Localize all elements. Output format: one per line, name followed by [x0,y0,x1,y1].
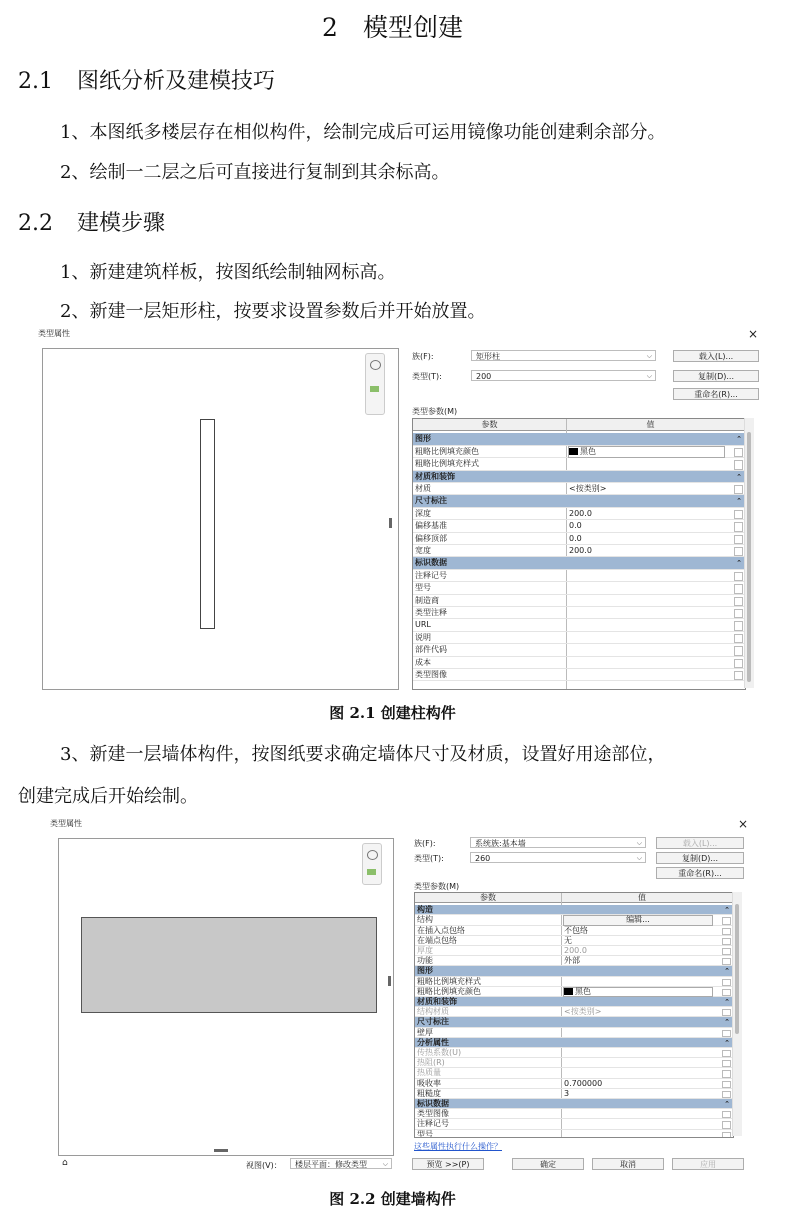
row-checkbox[interactable] [722,979,731,986]
param-name: 在端点包络 [417,935,457,945]
scrollbar-thumb[interactable] [735,904,739,1034]
param-name: 尺寸标注 [415,496,447,506]
type-parameters-table[interactable] [414,892,734,1138]
load-button[interactable]: 载入(L)... [656,837,744,849]
collapse-icon[interactable]: ⌃ [724,1100,730,1108]
param-group-header[interactable] [415,966,733,976]
param-name: 功能 [417,956,433,966]
param-name: 热阻(R) [417,1058,445,1068]
param-group-header[interactable] [415,1038,733,1048]
column-header-param: 参数 [481,420,498,429]
row-checkbox[interactable] [722,1091,731,1098]
type-params-label: 类型参数(M) [414,882,460,891]
type-select[interactable] [471,370,656,381]
row-checkbox[interactable] [722,1060,731,1067]
param-row[interactable] [413,582,745,594]
close-icon[interactable]: × [747,327,758,341]
param-row[interactable] [413,669,745,681]
param-row[interactable] [415,915,733,925]
param-value[interactable]: 200.0 [564,946,587,955]
row-checkbox[interactable] [734,535,743,544]
paragraph-5-line-1: 3、新建一层墙体构件，按图纸要求确定墙体尺寸及材质，设置好用途部位， [60,744,666,765]
collapse-icon[interactable]: ⌃ [724,967,730,976]
param-value[interactable]: <按类别> [569,484,607,493]
collapse-icon[interactable]: ⌃ [724,998,730,1006]
param-row[interactable] [415,1007,733,1017]
paragraph-5-line-2: 创建完成后开始绘制。 [18,786,198,807]
row-checkbox[interactable] [722,1030,731,1037]
type-label: 类型(T): [412,372,442,381]
param-name: 材质和装饰 [415,471,455,481]
param-value[interactable]: 3 [564,1088,570,1098]
param-row[interactable] [415,987,733,997]
param-name: 部件代码 [415,645,447,655]
close-icon[interactable]: × [737,817,748,831]
param-name: 粗略比例填充颜色 [417,986,481,996]
chevron-down-icon: ⌵ [382,1160,388,1168]
scrollbar[interactable] [732,892,742,1136]
row-checkbox[interactable] [722,1121,731,1128]
param-name: 材质和装饰 [417,997,457,1006]
param-group-header[interactable] [415,997,733,1007]
chevron-down-icon: ⌵ [636,839,642,847]
type-value: 200 [476,372,492,381]
collapse-icon[interactable]: ⌃ [736,435,742,444]
param-row[interactable] [415,1068,733,1078]
param-row[interactable] [413,508,745,520]
param-name: 尺寸标注 [417,1017,449,1027]
param-name: 标识数据 [415,558,447,568]
column-preview-shape [200,419,215,629]
preview-panel [58,838,394,1156]
param-name: 注释记号 [417,1119,449,1129]
param-row[interactable] [413,632,745,644]
param-name: URL [415,620,431,630]
row-checkbox[interactable] [722,1081,731,1088]
row-checkbox[interactable] [734,547,743,556]
param-group-header[interactable] [413,557,745,569]
param-name: 制造商 [415,595,439,605]
row-checkbox[interactable] [734,646,743,655]
param-name: 壁厚 [417,1027,433,1037]
collapse-icon[interactable]: ⌃ [736,497,742,506]
family-label: 族(F): [412,352,434,361]
param-row[interactable] [413,533,745,545]
row-checkbox[interactable] [734,584,743,593]
family-select[interactable] [471,350,656,361]
param-value[interactable] [563,987,713,997]
apply-button[interactable]: 应用 [672,1158,744,1170]
collapse-icon[interactable]: ⌃ [724,1038,730,1047]
color-swatch [569,448,578,455]
family-select[interactable] [470,837,646,848]
param-group-header[interactable] [415,1099,733,1109]
param-value[interactable]: 0.700000 [564,1078,603,1088]
param-value[interactable] [568,446,725,458]
param-value[interactable]: <按类别> [564,1007,602,1017]
row-checkbox[interactable] [734,448,743,457]
family-label: 族(F): [414,839,436,848]
param-row[interactable] [415,926,733,936]
param-row[interactable] [413,545,745,557]
row-checkbox[interactable] [722,1111,731,1118]
param-name: 分析属性 [417,1037,449,1047]
section-2-2-heading [18,206,165,237]
param-value[interactable]: 无 [564,935,572,945]
row-checkbox[interactable] [722,917,731,924]
column-header-value: 值 [638,893,646,902]
row-checkbox[interactable] [734,572,743,581]
row-checkbox[interactable] [722,1070,731,1077]
dialog-title: 类型属性 [50,819,82,828]
section-number: 2.2 [18,211,53,236]
param-name: 类型图像 [417,1109,449,1119]
scrollbar-thumb[interactable] [747,432,751,682]
chevron-down-icon: ⌵ [636,854,642,862]
row-checkbox[interactable] [722,928,731,935]
param-row[interactable] [413,483,745,495]
param-name: 构造 [417,905,433,915]
type-select[interactable] [470,852,646,863]
row-checkbox[interactable] [734,609,743,618]
param-row[interactable] [415,1079,733,1089]
table-header [413,419,745,431]
param-row[interactable] [413,520,745,532]
color-swatch [564,988,573,995]
param-name: 粗略比例填充颜色 [415,446,479,456]
param-row[interactable] [415,1089,733,1099]
param-row[interactable] [415,946,733,956]
family-value: 矩形柱 [476,352,500,361]
type-parameters-table[interactable] [412,418,746,690]
param-row[interactable] [413,657,745,669]
param-name: 类型注释 [415,608,447,617]
color-name: 黑色 [580,446,596,456]
section-number: 2.1 [18,69,53,94]
param-name: 偏移顶部 [415,533,447,543]
param-name: 结构 [417,915,433,925]
section-title: 图纸分析及建模技巧 [77,69,276,94]
duplicate-button[interactable]: 复制(D)... [656,852,744,864]
scroll-handle[interactable] [214,1149,228,1152]
param-group-header[interactable] [415,905,733,915]
param-name: 标识数据 [417,1099,449,1108]
row-checkbox[interactable] [734,522,743,531]
param-name: 热质量 [417,1068,441,1078]
chevron-down-icon: ⌵ [646,352,652,360]
param-row[interactable] [415,1048,733,1058]
param-row[interactable] [415,936,733,946]
edit-button[interactable]: 编辑... [563,915,713,925]
param-name: 图形 [417,966,433,976]
row-checkbox[interactable] [722,989,731,996]
load-button[interactable]: 载入(L)... [673,350,759,362]
param-row[interactable] [413,607,745,619]
row-checkbox[interactable] [734,460,743,469]
row-checkbox[interactable] [734,634,743,643]
dialog-title: 类型属性 [38,329,70,338]
type-label: 类型(T): [414,854,444,863]
param-name: 偏移基准 [415,521,447,531]
row-checkbox[interactable] [734,485,743,494]
collapse-icon[interactable]: ⌃ [736,559,742,568]
preview-panel [42,348,399,690]
param-row[interactable] [413,595,745,607]
view-value: 楼层平面：修改类型 [295,1160,367,1169]
view-control-icon[interactable] [365,353,385,415]
param-value[interactable]: 200.0 [569,546,592,555]
row-checkbox[interactable] [722,1132,731,1138]
param-value[interactable]: 外部 [564,956,580,966]
collapse-icon[interactable]: ⌃ [724,1018,730,1027]
row-checkbox[interactable] [734,671,743,680]
row-checkbox[interactable] [722,948,731,955]
param-group-header[interactable] [413,495,745,507]
type-params-label: 类型参数(M) [412,407,458,416]
collapse-icon[interactable]: ⌃ [724,906,730,915]
table-header [415,893,733,903]
splitter-handle[interactable] [388,976,391,986]
param-row[interactable] [415,956,733,966]
param-name: 吸收率 [417,1078,441,1088]
row-checkbox[interactable] [734,597,743,606]
param-name: 深度 [415,508,431,518]
help-link[interactable]: 这些属性执行什么操作？ [414,1142,502,1151]
view-control-icon[interactable] [362,843,382,885]
type-properties-dialog-wall [50,818,752,1174]
row-checkbox[interactable] [722,958,731,965]
paragraph-2: 2、绘制一二层之后可直接进行复制到其余标高。 [60,162,450,183]
column-header-value: 值 [646,420,655,429]
color-name: 黑色 [575,986,591,996]
param-row[interactable] [413,458,745,470]
param-name: 粗略比例填充样式 [415,459,479,469]
param-row[interactable] [415,977,733,987]
rename-button[interactable]: 重命名(R)... [673,388,759,400]
param-name: 图形 [415,434,431,444]
family-value: 系统族:基本墙 [475,839,526,848]
wall-preview-shape [81,917,377,1013]
scrollbar[interactable] [744,418,754,688]
param-group-header[interactable] [413,433,745,445]
figure-caption-2: 图 2.2 创建墙构件 [329,1190,456,1208]
view-label: 视图(V)： [246,1161,282,1170]
param-group-header[interactable] [415,1017,733,1027]
section-title: 建模步骤 [77,211,166,236]
collapse-icon[interactable]: ⌃ [736,472,742,481]
cancel-button[interactable]: 取消 [592,1158,664,1170]
preview-button[interactable]: 预览 >>(P) [412,1158,484,1170]
param-row[interactable] [413,446,745,458]
camera-icon[interactable]: ⌂ [62,1158,68,1168]
param-value[interactable]: 不包络 [564,925,588,935]
param-name: 在插入点包络 [417,925,465,935]
param-name: 材质 [415,484,431,493]
view-select[interactable] [290,1158,392,1169]
row-checkbox[interactable] [722,938,731,945]
param-name: 结构材质 [417,1007,449,1017]
row-checkbox[interactable] [734,659,743,668]
row-checkbox[interactable] [734,510,743,519]
type-properties-dialog-column [38,328,762,690]
ok-button[interactable]: 确定 [512,1158,584,1170]
param-row[interactable] [415,1109,733,1119]
param-row[interactable] [415,1058,733,1068]
param-row[interactable] [413,644,745,656]
type-value: 260 [475,854,491,863]
figure-caption-1: 图 2.1 创建柱构件 [329,704,456,722]
param-row[interactable] [415,1028,733,1038]
param-value[interactable]: 0.0 [569,533,582,543]
param-name: 类型图像 [415,670,447,679]
param-name: 粗糙度 [417,1088,441,1098]
param-value[interactable]: 0.0 [569,521,582,531]
param-name: 注释记号 [415,570,447,580]
param-name: 厚度 [417,946,433,955]
row-checkbox[interactable] [722,1009,731,1016]
param-name: 粗略比例填充样式 [417,976,481,986]
param-row[interactable] [415,1119,733,1129]
section-2-1-heading [18,64,275,95]
rename-button[interactable]: 重命名(R)... [656,867,744,879]
chevron-down-icon: ⌵ [646,372,652,380]
row-checkbox[interactable] [734,621,743,630]
row-checkbox[interactable] [722,1050,731,1057]
param-row[interactable] [413,570,745,582]
param-row[interactable] [413,619,745,631]
paragraph-4: 2、新建一层矩形柱，按要求设置参数后并开始放置。 [60,301,486,322]
param-name: 型号 [417,1129,433,1138]
param-name: 型号 [415,583,431,593]
paragraph-3: 1、新建建筑样板，按图纸绘制轴网标高。 [60,262,396,283]
column-header-param: 参数 [480,893,496,902]
param-name: 说明 [415,632,431,642]
paragraph-1: 1、本图纸多楼层存在相似构件，绘制完成后可运用镜像功能创建剩余部分。 [60,122,666,143]
param-name: 传热系数(U) [417,1048,462,1057]
duplicate-button[interactable]: 复制(D)... [673,370,759,382]
param-group-header[interactable] [413,471,745,483]
param-row[interactable] [415,1130,733,1138]
splitter-handle[interactable] [389,518,392,528]
param-value[interactable]: 200.0 [569,508,592,518]
chapter-heading: 2 模型创建 [322,13,463,42]
param-name: 宽度 [415,546,431,555]
param-name: 成本 [415,657,431,667]
